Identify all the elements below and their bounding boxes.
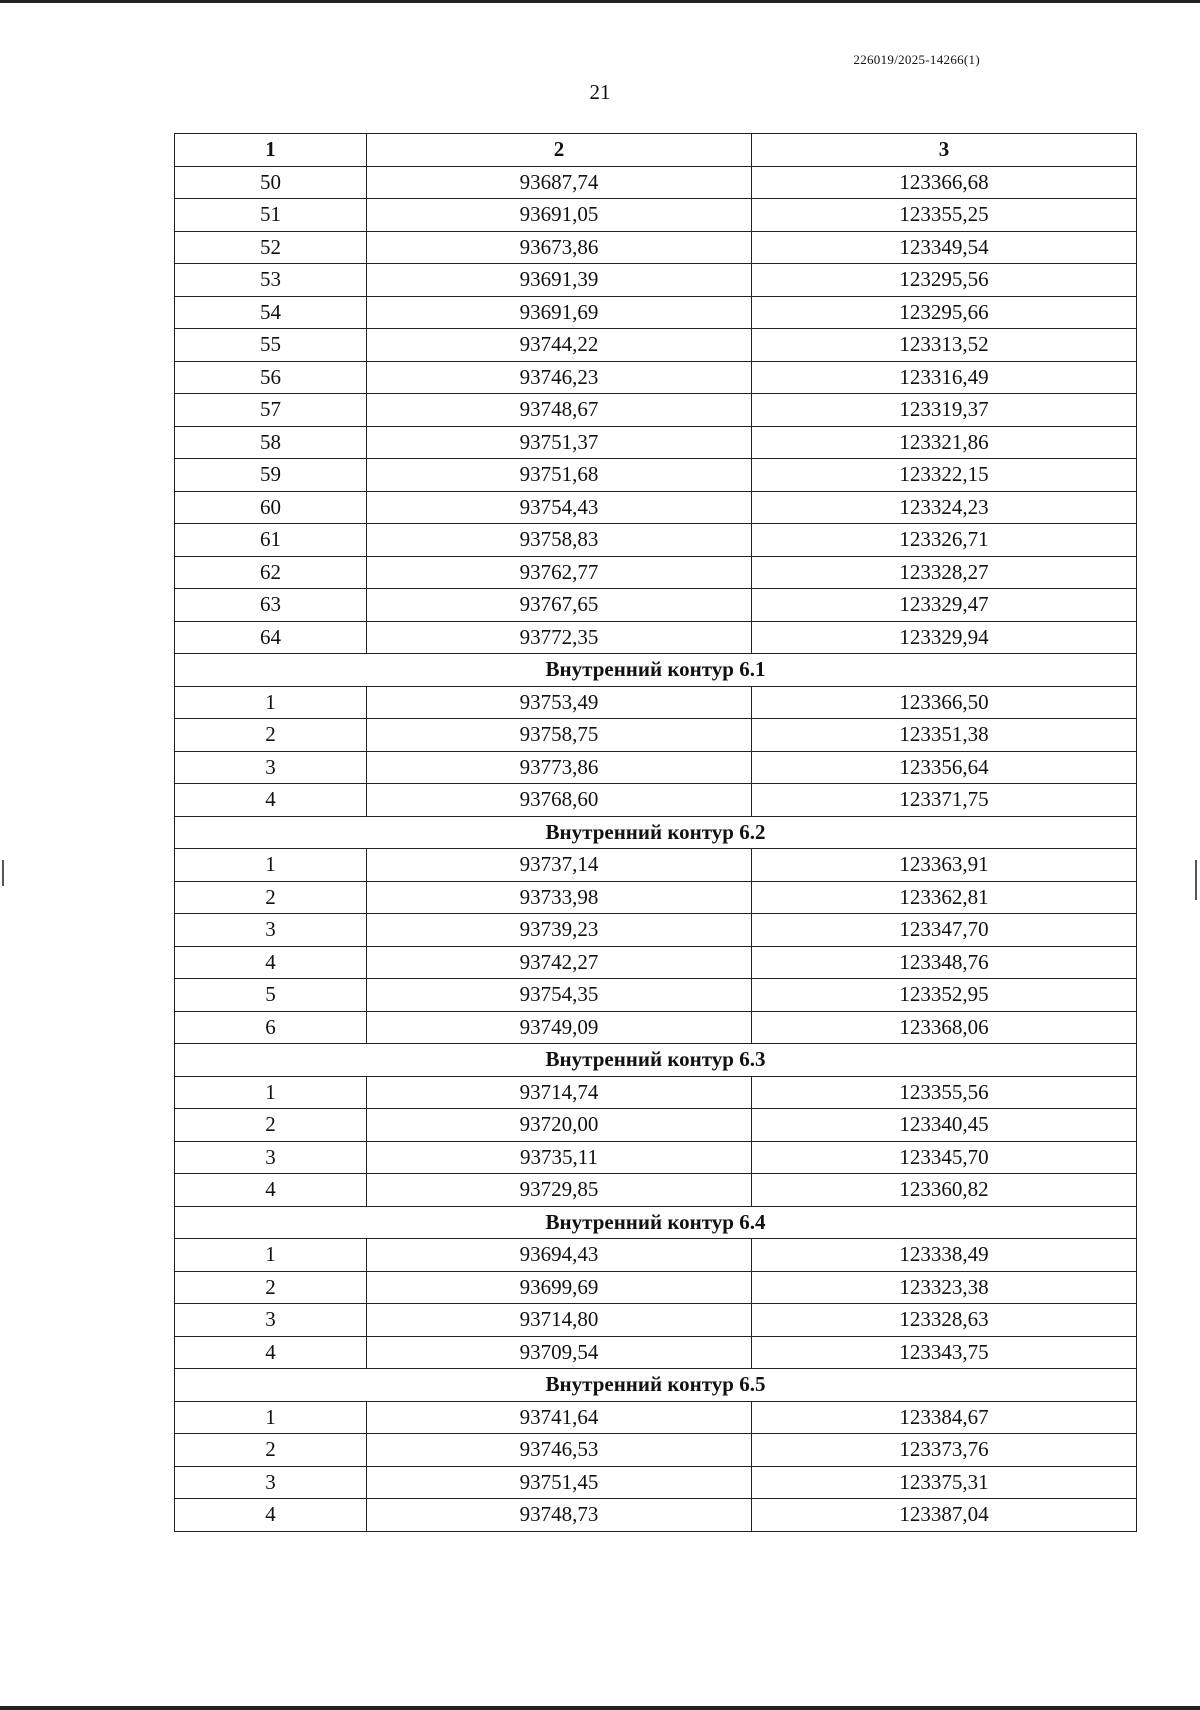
table-row (175, 231, 1137, 264)
section-title: Внутренний контур 6.4 (175, 1206, 1137, 1239)
x-coordinate-cell: 93749,09 (367, 1011, 752, 1044)
table-row (175, 329, 1137, 362)
x-coordinate-cell: 93720,00 (367, 1109, 752, 1142)
table-row (175, 914, 1137, 947)
point-number-cell: 5 (175, 979, 367, 1012)
section-title: Внутренний контур 6.1 (175, 654, 1137, 687)
point-number-cell: 55 (175, 329, 367, 362)
table-body (175, 134, 1137, 1532)
section-title: Внутренний контур 6.5 (175, 1369, 1137, 1402)
y-coordinate-cell: 123371,75 (752, 784, 1137, 817)
x-coordinate-cell: 93748,73 (367, 1499, 752, 1532)
section-header-row (175, 654, 1137, 687)
point-number-cell: 4 (175, 1499, 367, 1532)
point-number-cell: 58 (175, 426, 367, 459)
table-row (175, 719, 1137, 752)
point-number-cell: 2 (175, 1434, 367, 1467)
x-coordinate-cell: 93767,65 (367, 589, 752, 622)
table-row (175, 1499, 1137, 1532)
table-row (175, 1076, 1137, 1109)
y-coordinate-cell: 123384,67 (752, 1401, 1137, 1434)
section-header-row (175, 1044, 1137, 1077)
y-coordinate-cell: 123345,70 (752, 1141, 1137, 1174)
y-coordinate-cell: 123343,75 (752, 1336, 1137, 1369)
y-coordinate-cell: 123360,82 (752, 1174, 1137, 1207)
point-number-cell: 57 (175, 394, 367, 427)
table-row (175, 1271, 1137, 1304)
point-number-cell: 4 (175, 1336, 367, 1369)
y-coordinate-cell: 123366,68 (752, 166, 1137, 199)
point-number-cell: 52 (175, 231, 367, 264)
point-number-cell: 1 (175, 1401, 367, 1434)
point-number-cell: 2 (175, 881, 367, 914)
x-coordinate-cell: 93714,74 (367, 1076, 752, 1109)
table-row (175, 751, 1137, 784)
point-number-cell: 60 (175, 491, 367, 524)
y-coordinate-cell: 123322,15 (752, 459, 1137, 492)
y-coordinate-cell: 123329,47 (752, 589, 1137, 622)
x-coordinate-cell: 93754,43 (367, 491, 752, 524)
y-coordinate-cell: 123313,52 (752, 329, 1137, 362)
x-coordinate-cell: 93762,77 (367, 556, 752, 589)
y-coordinate-cell: 123352,95 (752, 979, 1137, 1012)
y-coordinate-cell: 123355,56 (752, 1076, 1137, 1109)
table-row (175, 166, 1137, 199)
header-cell-1: 1 (175, 134, 367, 167)
point-number-cell: 3 (175, 751, 367, 784)
x-coordinate-cell: 93768,60 (367, 784, 752, 817)
x-coordinate-cell: 93714,80 (367, 1304, 752, 1337)
point-number-cell: 51 (175, 199, 367, 232)
section-header-row (175, 1206, 1137, 1239)
table-row (175, 426, 1137, 459)
y-coordinate-cell: 123349,54 (752, 231, 1137, 264)
point-number-cell: 4 (175, 784, 367, 817)
x-coordinate-cell: 93733,98 (367, 881, 752, 914)
y-coordinate-cell: 123323,38 (752, 1271, 1137, 1304)
table-row (175, 686, 1137, 719)
table-row (175, 1434, 1137, 1467)
table-row (175, 361, 1137, 394)
x-coordinate-cell: 93751,68 (367, 459, 752, 492)
coordinates-table (174, 133, 1137, 1532)
header-cell-2: 2 (367, 134, 752, 167)
x-coordinate-cell: 93737,14 (367, 849, 752, 882)
y-coordinate-cell: 123368,06 (752, 1011, 1137, 1044)
x-coordinate-cell: 93739,23 (367, 914, 752, 947)
point-number-cell: 1 (175, 1076, 367, 1109)
x-coordinate-cell: 93735,11 (367, 1141, 752, 1174)
point-number-cell: 53 (175, 264, 367, 297)
point-number-cell: 3 (175, 1304, 367, 1337)
y-coordinate-cell: 123373,76 (752, 1434, 1137, 1467)
point-number-cell: 1 (175, 849, 367, 882)
x-coordinate-cell: 93751,37 (367, 426, 752, 459)
x-coordinate-cell: 93709,54 (367, 1336, 752, 1369)
table-row (175, 946, 1137, 979)
table-row (175, 1141, 1137, 1174)
point-number-cell: 1 (175, 1239, 367, 1272)
x-coordinate-cell: 93691,69 (367, 296, 752, 329)
table-row (175, 1401, 1137, 1434)
scan-edge-mark (2, 860, 4, 886)
y-coordinate-cell: 123321,86 (752, 426, 1137, 459)
y-coordinate-cell: 123351,38 (752, 719, 1137, 752)
point-number-cell: 59 (175, 459, 367, 492)
x-coordinate-cell: 93729,85 (367, 1174, 752, 1207)
table-row (175, 394, 1137, 427)
section-header-row (175, 816, 1137, 849)
table-row (175, 1239, 1137, 1272)
point-number-cell: 1 (175, 686, 367, 719)
y-coordinate-cell: 123316,49 (752, 361, 1137, 394)
x-coordinate-cell: 93748,67 (367, 394, 752, 427)
table-row (175, 849, 1137, 882)
section-title: Внутренний контур 6.3 (175, 1044, 1137, 1077)
table-row (175, 979, 1137, 1012)
table-row (175, 524, 1137, 557)
y-coordinate-cell: 123348,76 (752, 946, 1137, 979)
y-coordinate-cell: 123340,45 (752, 1109, 1137, 1142)
y-coordinate-cell: 123326,71 (752, 524, 1137, 557)
x-coordinate-cell: 93746,23 (367, 361, 752, 394)
y-coordinate-cell: 123295,56 (752, 264, 1137, 297)
point-number-cell: 62 (175, 556, 367, 589)
point-number-cell: 50 (175, 166, 367, 199)
table-row (175, 1466, 1137, 1499)
y-coordinate-cell: 123347,70 (752, 914, 1137, 947)
x-coordinate-cell: 93694,43 (367, 1239, 752, 1272)
point-number-cell: 3 (175, 1141, 367, 1174)
point-number-cell: 56 (175, 361, 367, 394)
point-number-cell: 4 (175, 1174, 367, 1207)
table-row (175, 784, 1137, 817)
point-number-cell: 2 (175, 719, 367, 752)
x-coordinate-cell: 93753,49 (367, 686, 752, 719)
point-number-cell: 54 (175, 296, 367, 329)
y-coordinate-cell: 123366,50 (752, 686, 1137, 719)
table-row (175, 491, 1137, 524)
y-coordinate-cell: 123375,31 (752, 1466, 1137, 1499)
y-coordinate-cell: 123338,49 (752, 1239, 1137, 1272)
section-header-row (175, 1369, 1137, 1402)
table-row (175, 1174, 1137, 1207)
scan-edge-mark (1195, 860, 1197, 900)
table-row (175, 589, 1137, 622)
x-coordinate-cell: 93754,35 (367, 979, 752, 1012)
table-row (175, 556, 1137, 589)
x-coordinate-cell: 93773,86 (367, 751, 752, 784)
table-row (175, 1336, 1137, 1369)
x-coordinate-cell: 93741,64 (367, 1401, 752, 1434)
point-number-cell: 63 (175, 589, 367, 622)
y-coordinate-cell: 123328,63 (752, 1304, 1137, 1337)
table-row (175, 199, 1137, 232)
point-number-cell: 64 (175, 621, 367, 654)
scan-bottom-edge (0, 1706, 1200, 1710)
x-coordinate-cell: 93758,83 (367, 524, 752, 557)
page-number: 21 (589, 80, 611, 104)
x-coordinate-cell: 93673,86 (367, 231, 752, 264)
table-row (175, 459, 1137, 492)
point-number-cell: 61 (175, 524, 367, 557)
section-title: Внутренний контур 6.2 (175, 816, 1137, 849)
y-coordinate-cell: 123363,91 (752, 849, 1137, 882)
y-coordinate-cell: 123295,66 (752, 296, 1137, 329)
point-number-cell: 2 (175, 1109, 367, 1142)
table-row (175, 1109, 1137, 1142)
y-coordinate-cell: 123355,25 (752, 199, 1137, 232)
y-coordinate-cell: 123324,23 (752, 491, 1137, 524)
y-coordinate-cell: 123356,64 (752, 751, 1137, 784)
table-row (175, 621, 1137, 654)
x-coordinate-cell: 93758,75 (367, 719, 752, 752)
table-row (175, 881, 1137, 914)
point-number-cell: 4 (175, 946, 367, 979)
table-row (175, 296, 1137, 329)
point-number-cell: 2 (175, 1271, 367, 1304)
x-coordinate-cell: 93744,22 (367, 329, 752, 362)
x-coordinate-cell: 93746,53 (367, 1434, 752, 1467)
x-coordinate-cell: 93751,45 (367, 1466, 752, 1499)
y-coordinate-cell: 123387,04 (752, 1499, 1137, 1532)
x-coordinate-cell: 93742,27 (367, 946, 752, 979)
header-cell-3: 3 (752, 134, 1137, 167)
scan-top-edge (0, 0, 1200, 3)
y-coordinate-cell: 123328,27 (752, 556, 1137, 589)
x-coordinate-cell: 93772,35 (367, 621, 752, 654)
x-coordinate-cell: 93691,39 (367, 264, 752, 297)
y-coordinate-cell: 123329,94 (752, 621, 1137, 654)
x-coordinate-cell: 93699,69 (367, 1271, 752, 1304)
table-row (175, 1011, 1137, 1044)
x-coordinate-cell: 93687,74 (367, 166, 752, 199)
table-header-row (175, 134, 1137, 167)
table-row (175, 264, 1137, 297)
table-row (175, 1304, 1137, 1337)
point-number-cell: 6 (175, 1011, 367, 1044)
x-coordinate-cell: 93691,05 (367, 199, 752, 232)
y-coordinate-cell: 123362,81 (752, 881, 1137, 914)
point-number-cell: 3 (175, 1466, 367, 1499)
y-coordinate-cell: 123319,37 (752, 394, 1137, 427)
document-number: 226019/2025-14266(1) (853, 52, 980, 67)
point-number-cell: 3 (175, 914, 367, 947)
